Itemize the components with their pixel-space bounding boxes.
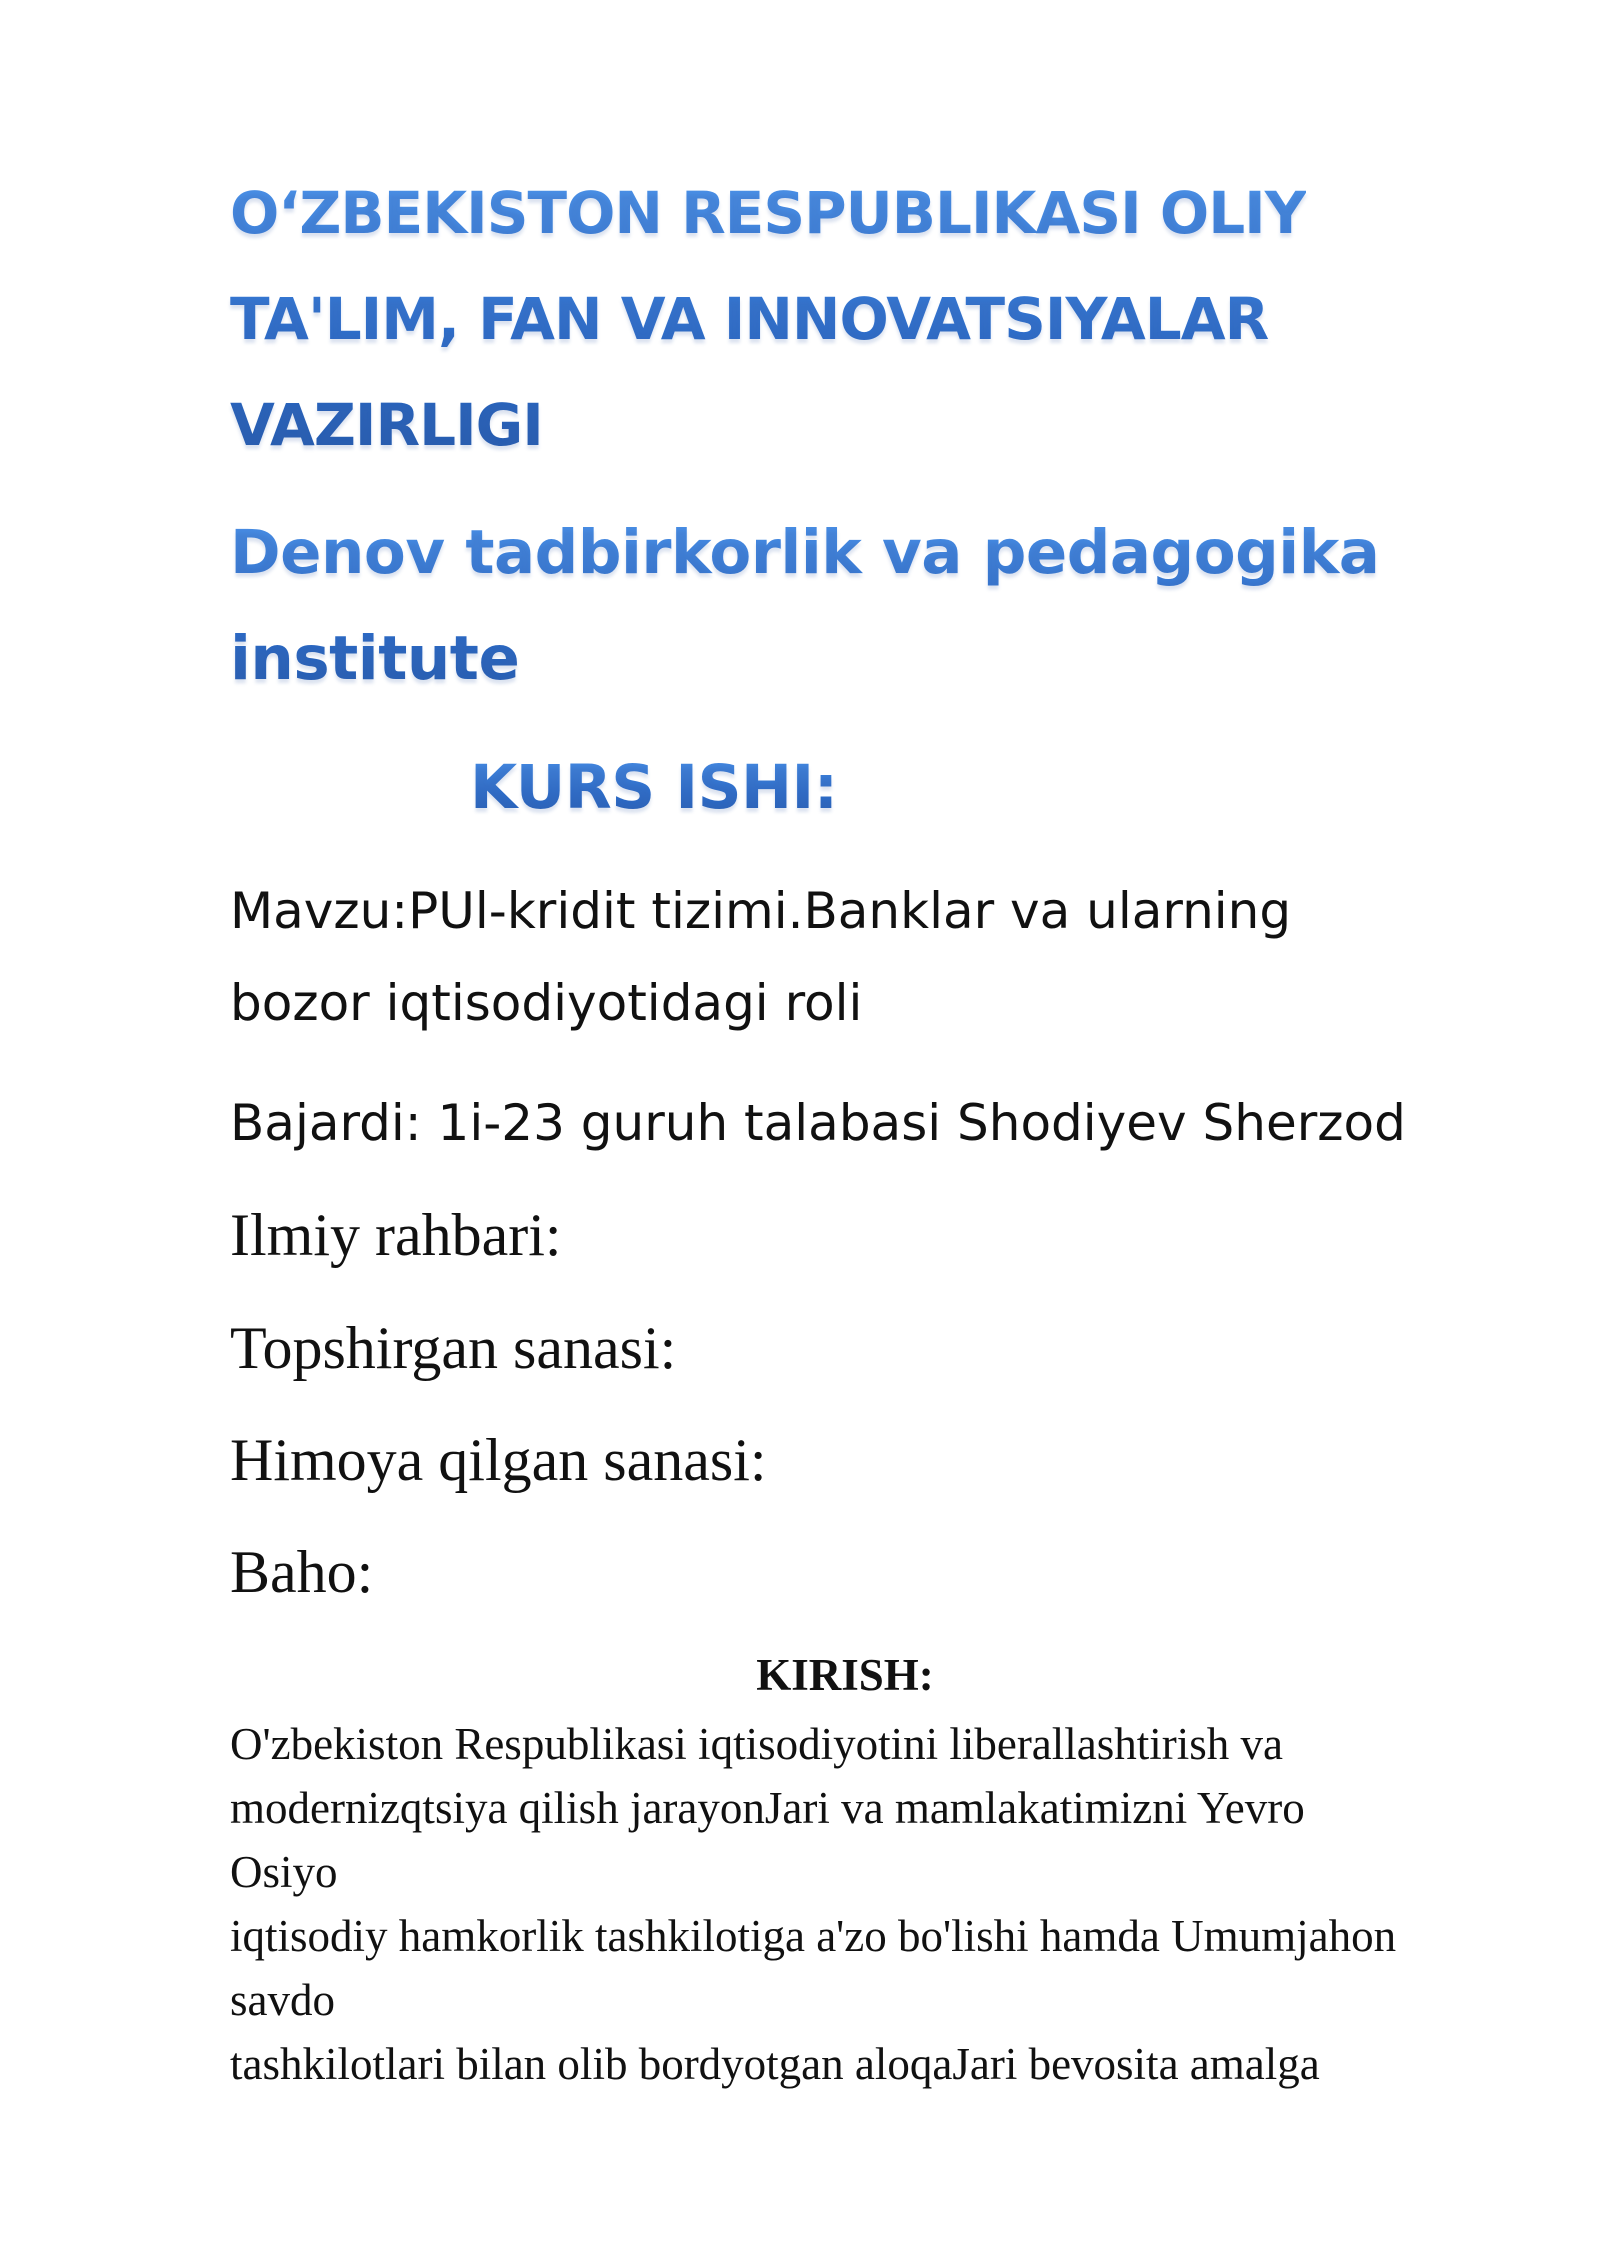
introduction-line: modernizqtsiya qilish jarayonJari va mamlakatimizni Yevro	[230, 1783, 1305, 1833]
introduction-line: Osiyo	[230, 1847, 338, 1897]
institute-heading	[230, 500, 1379, 712]
grade-field: Baho:	[230, 1539, 374, 1605]
institute-heading-line: Denov tadbirkorlik va pedagogika	[230, 517, 1380, 588]
ministry-heading-line: TA'LIM, FAN VA INNOVATSIYALAR	[230, 285, 1269, 353]
institute-heading-line: institute	[230, 623, 520, 694]
ministry-heading	[230, 160, 1306, 478]
performer-text: Bajardi: 1i-23 guruh talabasi Shodiyev Sherzod	[230, 1094, 1406, 1152]
introduction-body	[230, 1712, 1530, 2096]
introduction-line: savdo	[230, 1975, 335, 2025]
topic-text	[230, 865, 1291, 1049]
submitted-date-field: Topshirgan sanasi:	[230, 1315, 677, 1381]
supervisor-field: Ilmiy rahbari:	[230, 1202, 562, 1268]
ministry-heading-line: O‘ZBEKISTON RESPUBLIKASI OLIY	[230, 179, 1306, 247]
introduction-line: iqtisodiy hamkorlik tashkilotiga a'zo bo'lishi hamda Umumjahon	[230, 1911, 1397, 1961]
introduction-line: O'zbekiston Respublikasi iqtisodiyotini liberallashtirish va	[230, 1719, 1283, 1769]
topic-line: Mavzu:PUl-kridit tizimi.Banklar va ularning	[230, 882, 1292, 940]
defended-date-field: Himoya qilgan sanasi:	[230, 1427, 767, 1493]
work-type-heading: KURS ISHI:	[470, 743, 838, 833]
introduction-line: tashkilotlari bilan olib bordyotgan aloqaJari bevosita amalga	[230, 2039, 1320, 2089]
topic-line: bozor iqtisodiyotidagi roli	[230, 974, 863, 1032]
ministry-heading-line: VAZIRLIGI	[230, 391, 543, 459]
introduction-title: KIRISH:	[756, 1650, 934, 1700]
